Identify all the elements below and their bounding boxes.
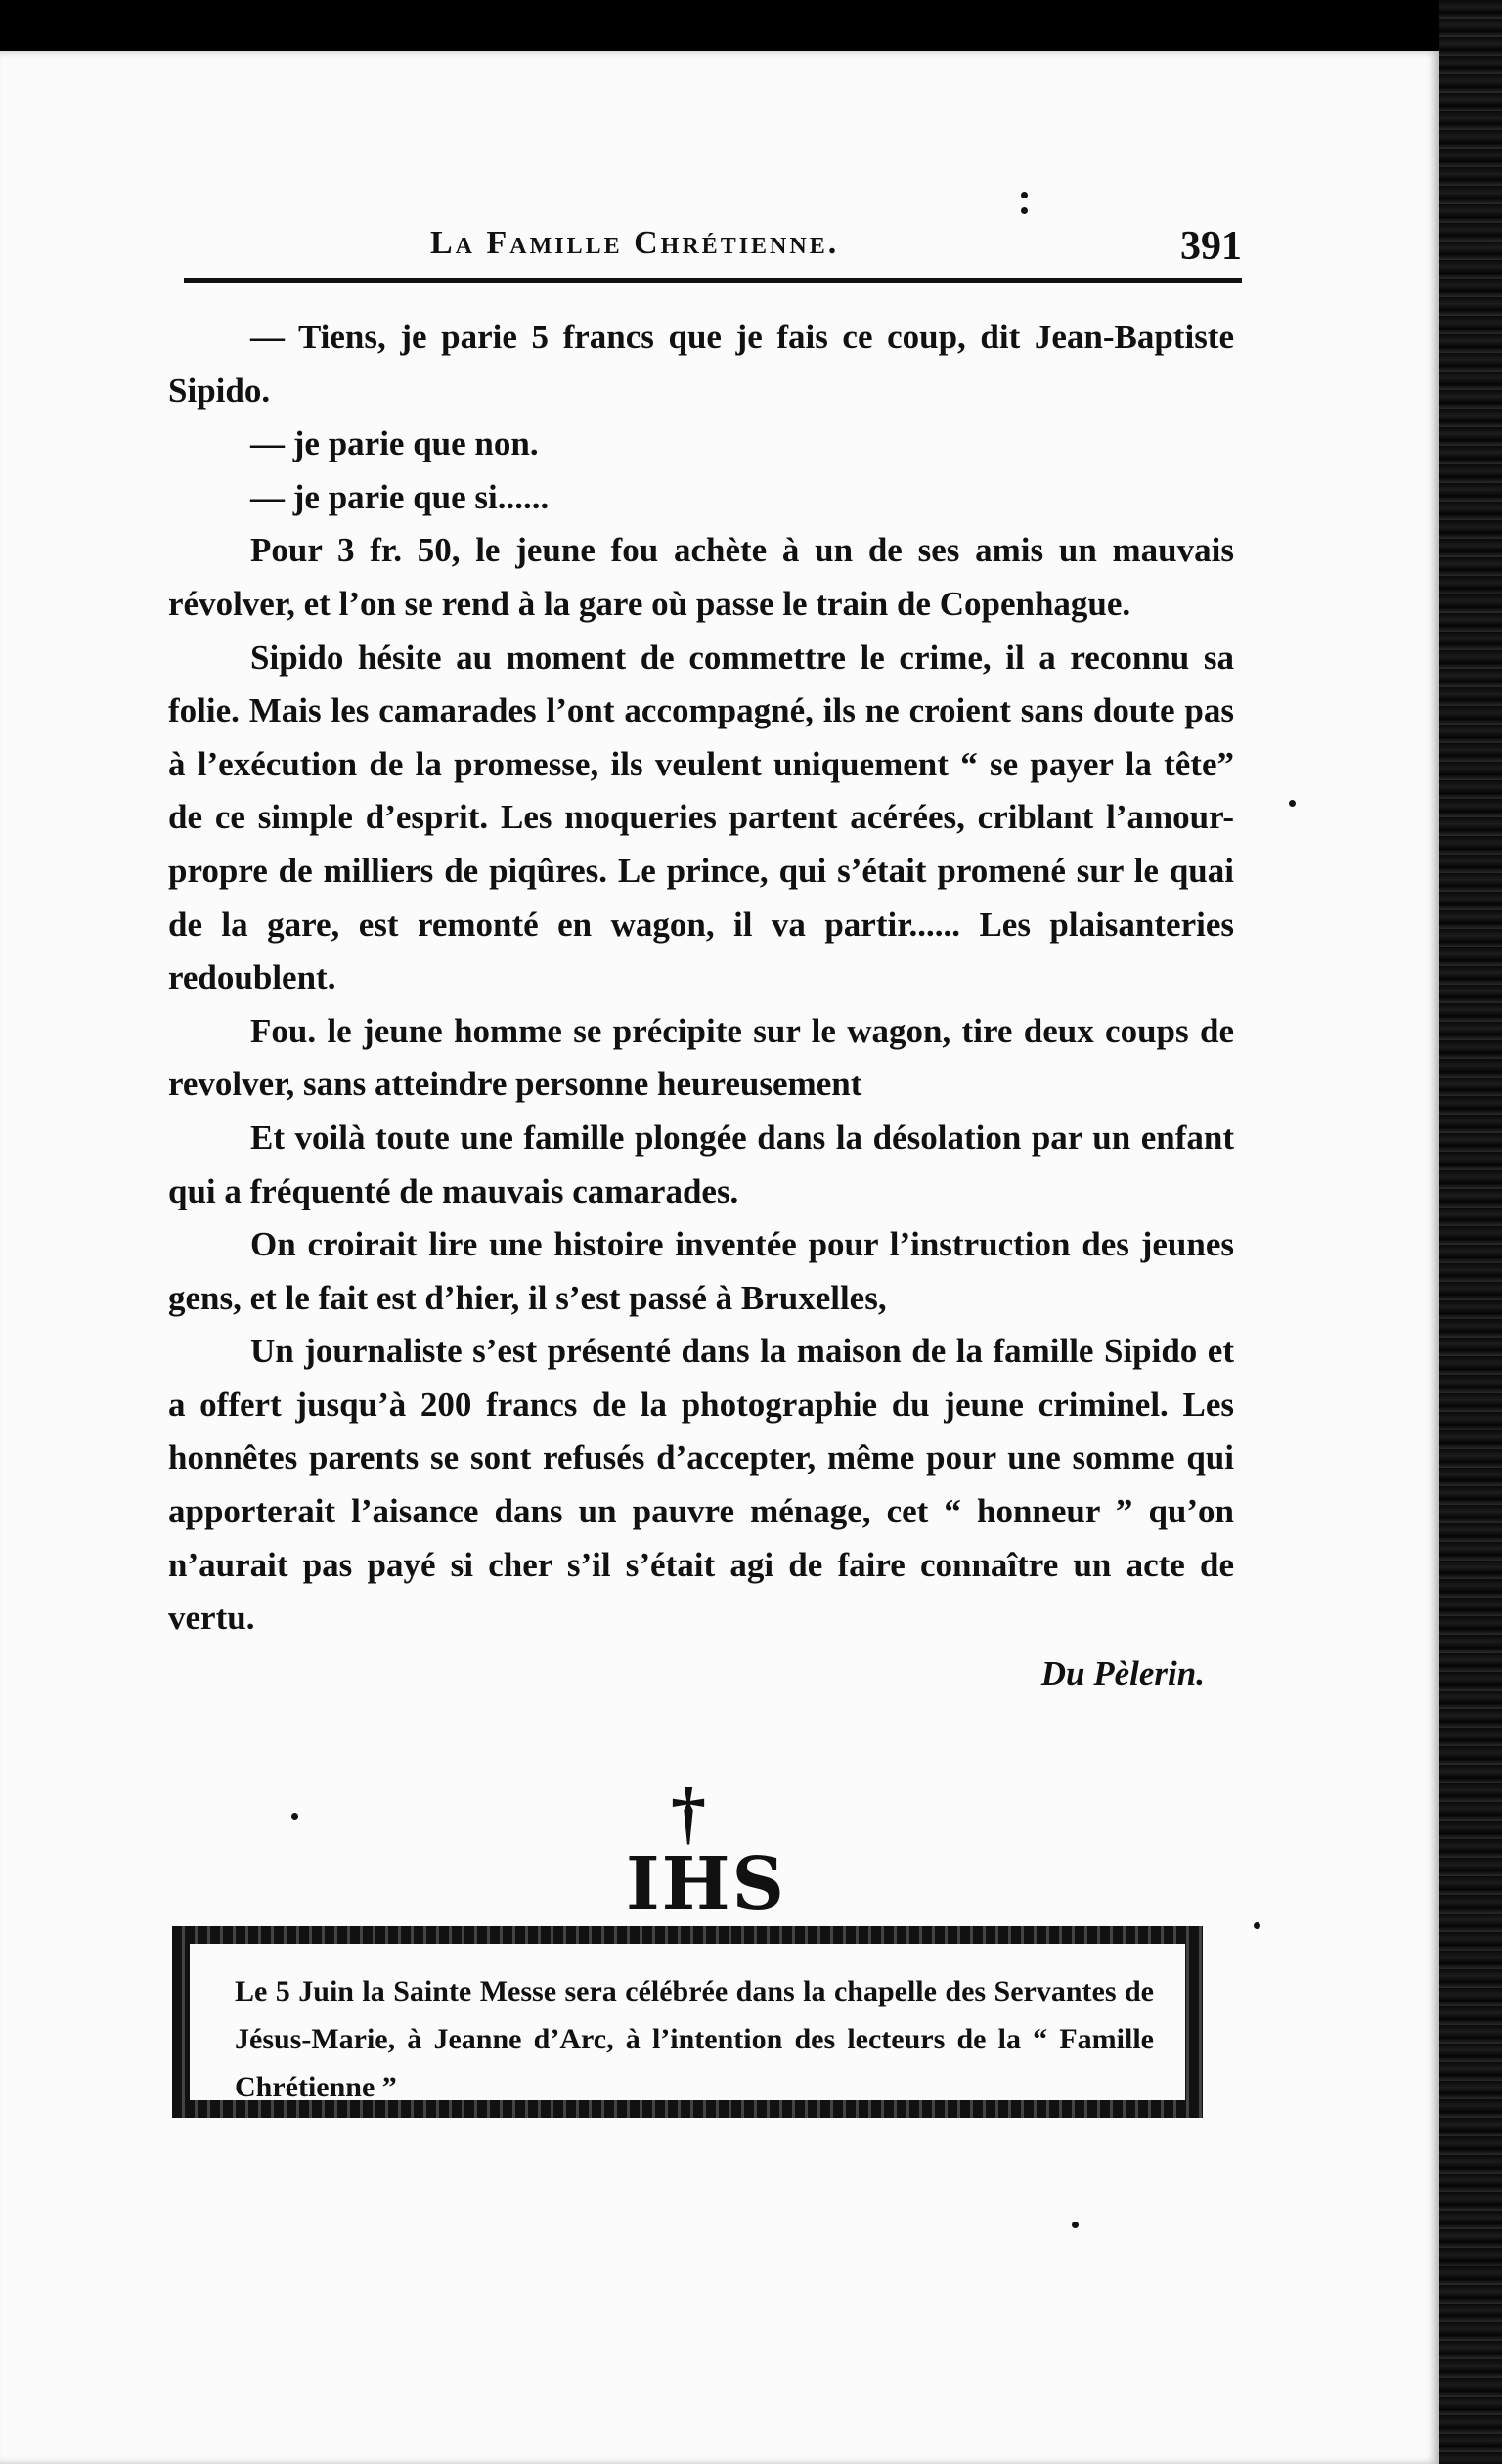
paragraph: Sipido hésite au moment de commettre le crime, il a reconnu sa folie. Mais les camarades l’ont accompagné, ils ne croient sans doute pas à l’exécution de la promesse, ils veulent uniquement “ se payer la tête” de ce simple d’esprit. Les moqueries partent acérées, criblant l’amour-propre de milliers de piqûres. Le prince, qui s’était promené sur le quai de la gare, est remonté en wagon, il va partir...... Les plaisanteries redoublent. xyxy=(168,638,1234,997)
paragraph: Pour 3 fr. 50, le jeune fou achète à un de ses amis un mauvais révolver, et l’on se rend à la gare où passe le train de Copenhague. xyxy=(168,531,1234,623)
running-title: La Famille Chrétienne. xyxy=(430,225,840,261)
print-speck xyxy=(1021,207,1028,214)
paragraph: Et voilà toute une famille plongée dans la désolation par un enfant qui a fréquenté de mauvais camarades. xyxy=(168,1118,1234,1210)
print-speck xyxy=(1254,1922,1260,1929)
paragraph: Un journaliste s’est présenté dans la maison de la famille Sipido et a offert jusqu’à 200 francs de la photographie du jeune criminel. Les honnêtes parents se sont refusés d’accepter, même pour une somme qui apporterait l’aisance dans un pauvre ménage, cet “ honneur ” qu’on n’aurait pas payé si cher s’il s’était agi de faire connaître un acte de vertu. xyxy=(168,1332,1234,1638)
paragraph: Fou. le jeune homme se précipite sur le wagon, tire deux coups de revolver, sans atteindre personne heureusement xyxy=(168,1011,1234,1104)
notice-box xyxy=(172,1926,1203,2118)
paragraph: — je parie que non. xyxy=(250,424,539,463)
paragraph: — je parie que si...... xyxy=(250,477,550,516)
signature: Du Pèlerin. xyxy=(1040,1653,1205,1693)
notice-text: Le 5 Juin la Sainte Messe sera célébrée dans la chapelle des Servantes de Jésus-Marie, à Jeanne d’Arc, à l’intention des lecteurs de la “ Famille Chrétienne ” xyxy=(235,1975,1154,2103)
ihs-monogram: IHS xyxy=(626,1842,786,1926)
paragraph: — Tiens, je parie 5 francs que je fais ce coup, dit Jean-Baptiste Sipido. xyxy=(168,318,1234,410)
paragraph: On croirait lire une histoire inventée pour l’instruction des jeunes gens, et le fait est d’hier, il s’est passé à Bruxelles, xyxy=(168,1225,1234,1317)
article-body xyxy=(168,311,1234,1700)
running-head xyxy=(186,223,1242,282)
print-speck xyxy=(1021,192,1028,198)
header-rule xyxy=(184,278,1242,283)
page-number: 391 xyxy=(1180,224,1242,269)
cross-icon: † xyxy=(671,1774,706,1852)
print-speck xyxy=(1072,2222,1079,2228)
print-speck xyxy=(291,1813,298,1820)
page-edge-shadow xyxy=(1439,0,1502,2464)
print-speck xyxy=(1289,800,1296,807)
